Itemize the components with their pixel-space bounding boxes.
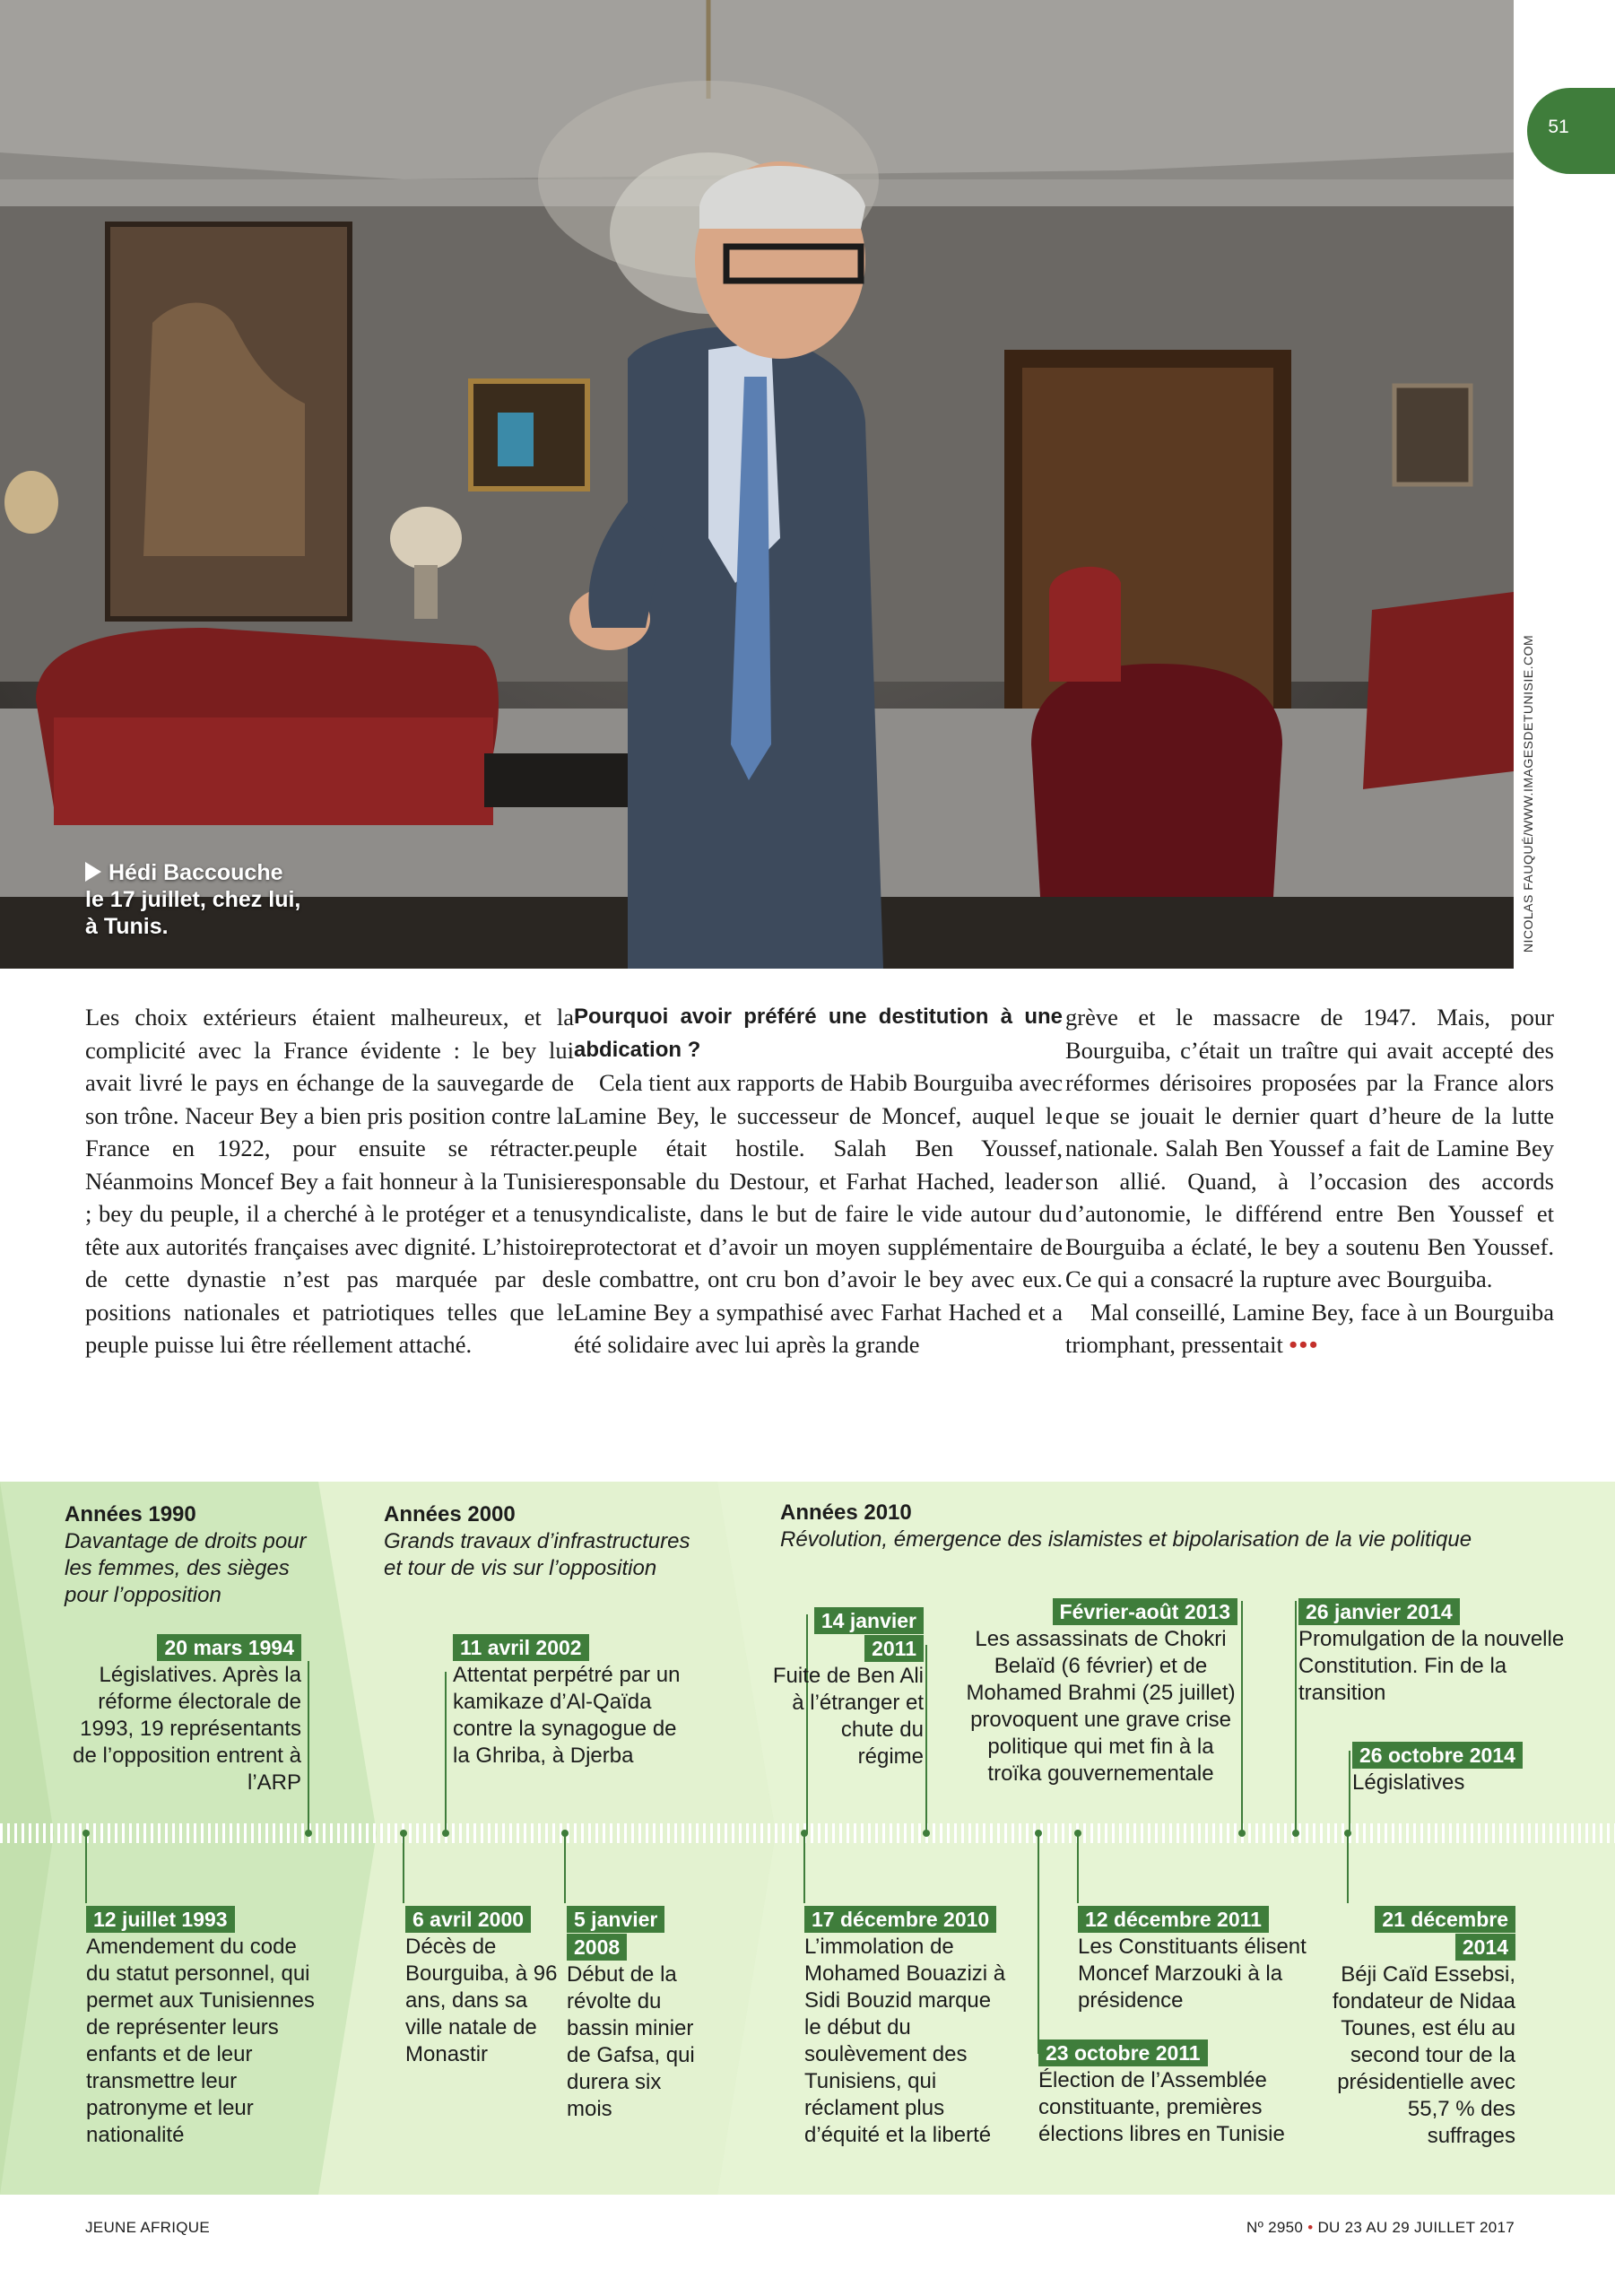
event-text: Les Constituants élisent Moncef Marzouki à la présidence [1078,1935,1307,2013]
event-date-line-1: 5 janvier [567,1906,664,1933]
event-2011-fuite-ben-ali [771,1607,924,1770]
event-2011-constituante [1038,2039,1334,2148]
footer-publication: JEUNE AFRIQUE [85,2219,210,2236]
event-text: Amendement du code du statut personnel, qui permet aux Tunisiennes de représenter leurs enfants et de leur transmettre leur patronyme et leur nationalité [86,1935,315,2147]
event-text: Les assassinats de Chokri Belaïd (6 février) et de Mohamed Brahmi (25 juillet) provoquent une grave crise politique qui met fin à la troïka gouvernementale [966,1627,1236,1786]
event-date: 17 décembre 2010 [804,1906,996,1933]
caption-line-2: le 17 juillet, chez lui, [85,887,301,912]
event-2013-assassinats [964,1598,1237,1787]
column-3-text: grève et le massacre de 1947. Mais, pour Bourguiba, c’était un traître qui avait accepté des réformes dérisoires proposées par la France alors que se jouait le dernier quart d’heure de la lutte nationale. Salah Ben Youssef a fait de Lamine Bey son allié. Quand, à l’occasion des accords d’autonomie, le différend entre Ben Youssef et Bourguiba a éclaté, le bey a soutenu Ben Youssef. Ce qui a consacré la rupture avec Bourguiba. [1065,1004,1554,1292]
footer-issue [1246,2219,1515,2237]
article-column-2 [574,1001,1063,1361]
era-subtitle: Grands travaux d’infrastructures et tour de vis sur l’opposition [384,1529,690,1580]
event-date-line-2: 2011 [864,1635,924,1662]
photo-illustration [0,0,1514,969]
article-column-1 [85,1001,574,1361]
caption-arrow-icon [85,862,101,882]
event-text: Décès de Bourguiba, à 96 ans, dans sa ville natale de Monastir [405,1935,558,2066]
event-2011-marzouki [1078,1906,1320,2014]
event-text: Législatives. Après la réforme électorale de 1993, 19 représentants de l’opposition entrent à l’ARP [73,1663,301,1795]
event-text: Début de la révolte du bassin minier de Gafsa, qui durera six mois [567,1962,695,2121]
event-2014-legislatives [1352,1742,1576,1796]
event-text: Attentat perpétré par un kamikaze d’Al-Qaïda contre la synagogue de la Ghriba, à Djerba [453,1663,681,1768]
era-subtitle: Davantage de droits pour les femmes, des sièges pour l’opposition [65,1529,307,1607]
footer-issue-number: Nº 2950 [1246,2219,1304,2236]
event-2014-essebsi [1327,1906,1515,2150]
era-2010s [780,1500,1587,1553]
page-number-tab [1527,88,1615,174]
event-text: Béji Caïd Essebsi, fondateur de Nidaa Tounes, est élu au second tour de la présidentielle avec 55,7 % des suffrages [1332,1962,1515,2148]
event-text: L’immolation de Mohamed Bouazizi à Sidi Bouzid marque le début du soulèvement des Tunisiens, qui réclament plus d’équité et la liberté [804,1935,1006,2147]
article-column-3 [1065,1001,1554,1361]
event-2000-deces-bourguiba [405,1906,562,2068]
era-2000s [384,1501,707,1582]
event-date: Février-août 2013 [1053,1598,1237,1625]
event-text: Promulgation de la nouvelle Constitution. Fin de la transition [1298,1627,1565,1705]
interview-question: Pourquoi avoir préféré une destitution à une abdication ? [574,1004,1063,1062]
event-date: 20 mars 1994 [157,1634,301,1661]
event-date: 6 avril 2000 [405,1906,531,1933]
event-2002-attentat [453,1634,695,1770]
article-photo [0,0,1514,969]
event-date-line-2: 2008 [567,1934,627,1961]
event-2008-gafsa [567,1906,710,2123]
event-date-line-1: 21 décembre [1375,1906,1515,1933]
photo-credit-text: NICOLAS FAUQUÉ/WWW.IMAGESDETUNISIE.COM [1521,634,1535,953]
event-date: 12 décembre 2011 [1078,1906,1269,1933]
page-number: 51 [1548,117,1569,137]
column-2-text: Cela tient aux rapports de Habib Bourguiba avec Lamine Bey, le successeur de Moncef, auquel le peuple était hostile. Salah Ben Youssef, responsable du Destour, et Farhat Hached, leader syndicaliste, dans le but de faire le vide autour du protectorat et d’avoir un moyen supplémentaire de le combattre, ont cru bon d’avoir le bey avec eux. Lamine Bey a sympathisé avec Farhat Hached et a été solidaire avec lui après la grande [574,1069,1063,1358]
continue-marker: ••• [1289,1331,1320,1358]
era-subtitle: Révolution, émergence des islamistes et bipolarisation de la vie politique [780,1527,1472,1552]
column-3-paragraph-2: Mal conseillé, Lamine Bey, face à un Bourguiba triomphant, pressentait [1065,1298,1554,1358]
event-date: 11 avril 2002 [453,1634,589,1661]
timeline-box [0,1482,1615,2195]
event-date: 23 octobre 2011 [1038,2039,1208,2066]
era-title: Années 1990 [65,1502,196,1526]
event-text: Élection de l’Assemblée constituante, premières élections libres en Tunisie [1038,2068,1285,2146]
caption-line-1: Hédi Baccouche [109,860,283,885]
caption-line-3: à Tunis. [85,914,169,939]
event-1994-legislatives [72,1634,301,1796]
footer-bullet: • [1307,2219,1314,2236]
event-date: 12 juillet 1993 [86,1906,235,1933]
event-2010-bouazizi [804,1906,1006,2149]
footer-dates: DU 23 AU 29 JUILLET 2017 [1317,2219,1515,2236]
era-1990s [65,1501,334,1609]
event-2014-constitution [1298,1598,1567,1707]
column-3-text-end [1065,1296,1554,1361]
event-text: Législatives [1352,1770,1465,1795]
event-date: 26 octobre 2014 [1352,1742,1523,1769]
event-date: 26 janvier 2014 [1298,1598,1460,1625]
photo-caption [85,859,354,940]
era-title: Années 2000 [384,1502,516,1526]
column-1-text: Les choix extérieurs étaient malheureux, et la complicité avec la France évidente : le bey lui avait livré le pays en échange de la sauvegarde de son trône. Naceur Bey a bien pris position contre la France en 1922, pour ensuite se rétracter. Néanmoins Moncef Bey a fait honneur à la Tunisie ; bey du peuple, il a cherché à le protéger et a tenu tête aux autorités françaises avec dignité. L’histoire de cette dynastie n’est pas marquée par des positions nationales et patriotiques telles que le peuple puisse lui être réellement attaché. [85,1004,574,1358]
photo-credit [1514,619,1543,969]
event-date-line-2: 2014 [1455,1934,1515,1961]
event-date-line-1: 14 janvier [814,1607,924,1634]
event-1993-statut-personnel [86,1906,319,2149]
era-title: Années 2010 [780,1500,912,1525]
event-text: Fuite de Ben Ali à l’étranger et chute du régime [772,1664,924,1769]
